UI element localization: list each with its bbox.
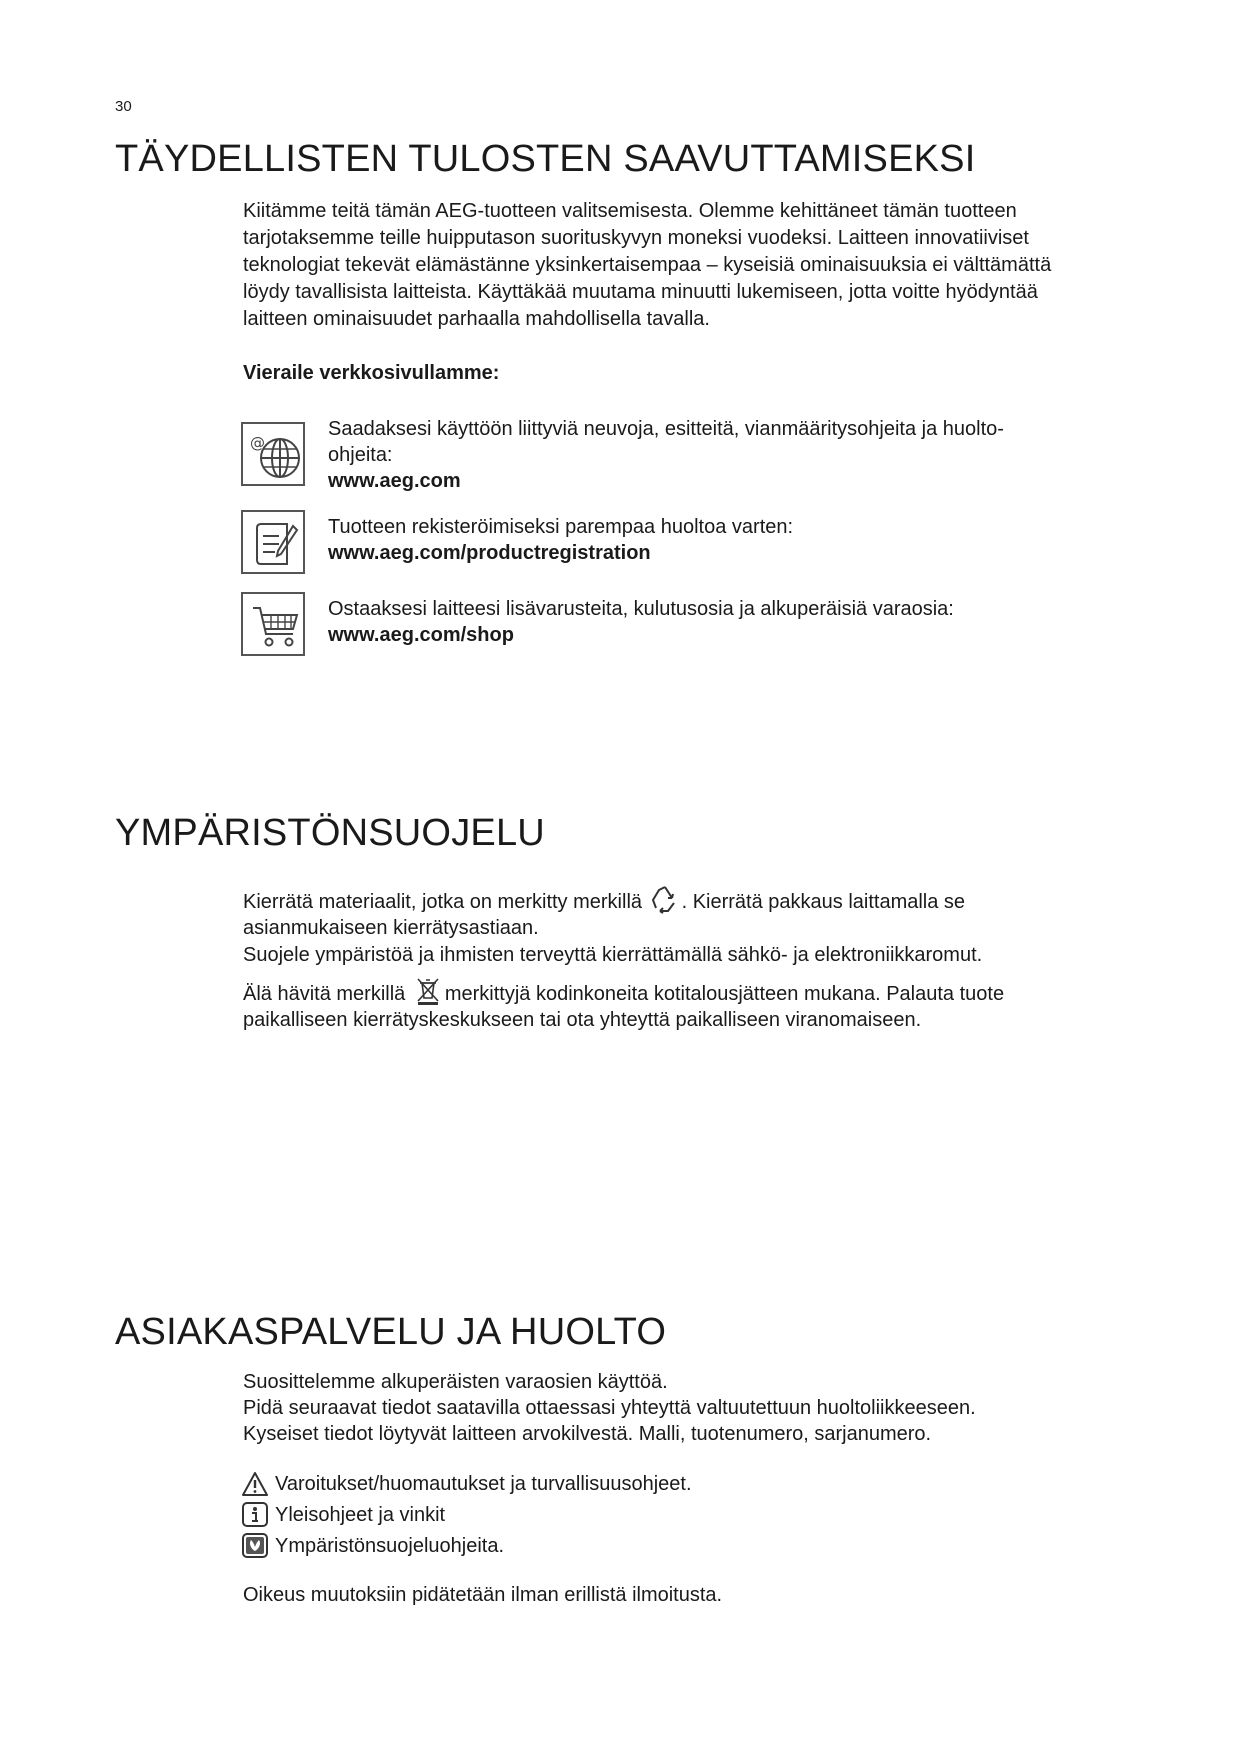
- environment-text: asianmukaiseen kierrätysastiaan.: [243, 917, 539, 939]
- link-description: ohjeita:: [328, 444, 393, 466]
- environment-p3: [243, 976, 1173, 1033]
- shopping-cart-icon: [241, 592, 305, 656]
- section-title-service: ASIAKASPALVELU JA HUOLTO: [115, 1311, 667, 1353]
- page-number: 30: [115, 98, 132, 115]
- link-description: Ostaaksesi laitteesi lisävarusteita, kulutusosia ja alkuperäisiä varaosia:: [328, 598, 954, 620]
- environment-text: paikalliseen kierrätyskeskukseen tai ota yhteyttä paikalliseen viranomaiseen.: [243, 1009, 922, 1031]
- environment-text: Kierrätä materiaalit, jotka on merkitty merkillä: [243, 891, 643, 913]
- environment-p1: [243, 884, 1173, 941]
- warning-triangle-icon: [241, 1471, 269, 1497]
- legend-label: Ympäristönsuojeluohjeita.: [275, 1535, 505, 1557]
- intro-line: Kiitämme teitä tämän AEG-tuotteen valitsemisesta. Olemme kehittäneet tämän tuotteen: [243, 200, 1017, 222]
- link-description: Tuotteen rekisteröimiseksi parempaa huoltoa varten:: [328, 516, 794, 538]
- service-line: Suosittelemme alkuperäisten varaosien käyttöä.: [243, 1371, 668, 1393]
- intro-paragraph: [243, 198, 1173, 333]
- intro-line: tarjotaksemme teille huipputason suorituskyvyn moneksi vuodeksi. Laitteen innovatiiviset: [243, 227, 1029, 249]
- recycling-icon: [650, 884, 680, 914]
- intro-line: laitteen ominaisuudet parhaalla mahdollisella tavalla.: [243, 308, 710, 330]
- legend-label: Yleisohjeet ja vinkit: [275, 1504, 446, 1526]
- symbol-legend: [241, 1469, 692, 1562]
- visit-label: Vieraile verkkosivullamme:: [243, 362, 500, 384]
- environment-text: . Kierrätä pakkaus laittamalla se: [681, 891, 966, 913]
- link-shop[interactable]: www.aeg.com/shop: [328, 624, 514, 646]
- service-line: Pidä seuraavat tiedot saatavilla ottaessasi yhteyttä valtuutettuun huoltoliikkeeseen.: [243, 1397, 976, 1419]
- service-paragraph: [243, 1369, 1173, 1447]
- link-product-registration[interactable]: www.aeg.com/productregistration: [328, 542, 651, 564]
- environment-paragraphs: [243, 884, 1173, 1034]
- legend-item: [241, 1500, 692, 1531]
- legend-item: [241, 1469, 692, 1500]
- globe-at-icon: [241, 422, 305, 486]
- link-description: Saadaksesi käyttöön liittyviä neuvoja, esitteitä, vianmääritysohjeita ja huolto-: [328, 418, 1004, 440]
- section-title-environment: YMPÄRISTÖNSUOJELU: [115, 812, 545, 854]
- environment-leaf-icon: [241, 1533, 269, 1559]
- registration-form-icon: [241, 510, 305, 574]
- legend-item: [241, 1531, 692, 1562]
- section-title-perfect-results: TÄYDELLISTEN TULOSTEN SAAVUTTAMISEKSI: [115, 138, 976, 180]
- service-line: Kyseiset tiedot löytyvät laitteen arvokilvestä. Malli, tuotenumero, sarjanumero.: [243, 1423, 932, 1445]
- legend-label: Varoitukset/huomautukset ja turvallisuusohjeet.: [275, 1473, 692, 1495]
- info-icon: [241, 1502, 269, 1528]
- environment-text: Älä hävitä merkillä: [243, 983, 406, 1005]
- crossed-bin-icon: [413, 976, 443, 1006]
- link-aeg-com[interactable]: www.aeg.com: [328, 470, 461, 492]
- intro-line: teknologiat tekevät elämästänne yksinkertaisempaa – kyseisiä ominaisuuksia ei välttämättä: [243, 254, 1052, 276]
- environment-p2: Suojele ympäristöä ja ihmisten terveyttä kierrättämällä sähkö- ja elektroniikkaromut.: [243, 944, 983, 966]
- change-notice: Oikeus muutoksiin pidätetään ilman erillistä ilmoitusta.: [243, 1584, 723, 1606]
- intro-line: löydy tavallisista laitteista. Käyttäkää muutama minuutti lukemiseen, jotta voitte hyödyntää: [243, 281, 1038, 303]
- environment-text: merkittyjä kodinkoneita kotitalousjätteen mukana. Palauta tuote: [444, 983, 1005, 1005]
- svg-text:@: @: [250, 434, 265, 452]
